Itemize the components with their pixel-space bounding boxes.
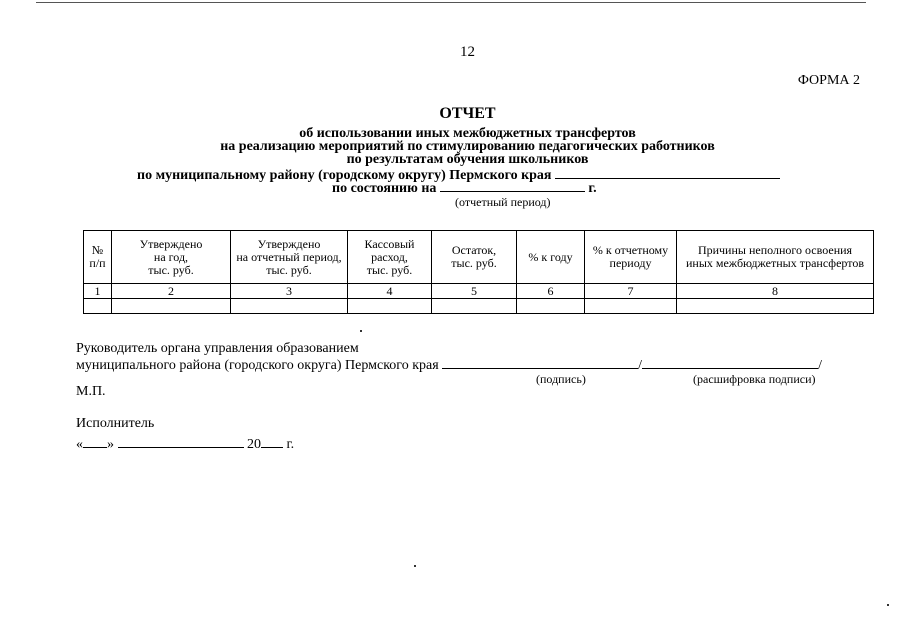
empty-cell[interactable] [112, 299, 231, 314]
date-field [76, 434, 294, 452]
form-label: ФОРМА 2 [797, 73, 860, 88]
column-number: 2 [112, 284, 231, 299]
empty-cell[interactable] [585, 299, 677, 314]
scan-speck [887, 604, 889, 606]
subtitle-line-2: на реализацию мероприятий по стимулированию педагогических работников [220, 139, 715, 154]
period-hint: (отчетный период) [455, 195, 551, 209]
empty-cell[interactable] [84, 299, 112, 314]
header-cell-5: Остаток, тыс. руб. [432, 231, 517, 284]
header-cell-1: № п/п [84, 231, 112, 284]
date-line [332, 179, 597, 196]
page-number: 12 [460, 44, 475, 60]
stamp-label: М.П. [76, 384, 106, 399]
column-number: 3 [231, 284, 348, 299]
quote-open: « [76, 437, 83, 452]
quote-close: » [107, 437, 114, 452]
signature-blank[interactable] [442, 355, 638, 369]
column-number: 5 [432, 284, 517, 299]
header-cell-3: Утверждено на отчетный период, тыс. руб. [231, 231, 348, 284]
empty-data-row [84, 299, 874, 314]
column-number: 6 [517, 284, 585, 299]
year-prefix: 20 [247, 437, 261, 452]
date-suffix: г. [588, 181, 597, 196]
sign-hint: (подпись) [536, 372, 586, 386]
empty-cell[interactable] [677, 299, 874, 314]
month-blank[interactable] [118, 434, 244, 448]
region-text: по муниципальному району (городскому округу) Пермского края [137, 168, 552, 183]
decode-hint: (расшифровка подписи) [693, 372, 816, 386]
table-header-row [84, 231, 874, 284]
signature-line-2 [76, 355, 822, 373]
signature-org-text: муниципального района (городского округа) Пермского края [76, 358, 439, 373]
column-number-row [84, 284, 874, 299]
subtitle-line-1: об использовании иных межбюджетных трансфертов [299, 126, 636, 141]
date-prefix: по состоянию на [332, 181, 437, 196]
region-blank[interactable] [555, 166, 780, 179]
header-cell-8: Причины неполного освоения иных межбюджетных трансфертов [677, 231, 874, 284]
scan-speck [360, 330, 362, 332]
subtitle-line-3: по результатам обучения школьников [346, 152, 589, 167]
date-blank[interactable] [440, 179, 585, 192]
empty-cell[interactable] [348, 299, 432, 314]
header-cell-2: Утверждено на год, тыс. руб. [112, 231, 231, 284]
column-number: 7 [585, 284, 677, 299]
day-blank[interactable] [83, 434, 107, 448]
signature-slash: / [638, 358, 643, 373]
header-cell-6: % к году [517, 231, 585, 284]
signature-decode-blank[interactable] [642, 355, 818, 369]
executor-label: Исполнитель [76, 416, 155, 431]
report-title: ОТЧЕТ [439, 105, 496, 122]
report-table [83, 230, 874, 314]
column-number: 8 [677, 284, 874, 299]
signature-line-1: Руководитель органа управления образованием [76, 341, 359, 356]
column-number: 4 [348, 284, 432, 299]
header-cell-4: Кассовый расход, тыс. руб. [348, 231, 432, 284]
empty-cell[interactable] [432, 299, 517, 314]
year-suffix: г. [286, 437, 295, 452]
year-blank[interactable] [261, 434, 283, 448]
column-number: 1 [84, 284, 112, 299]
signature-slash-end: / [818, 358, 822, 373]
empty-cell[interactable] [517, 299, 585, 314]
empty-cell[interactable] [231, 299, 348, 314]
header-cell-7: % к отчетному периоду [585, 231, 677, 284]
scan-speck [414, 565, 416, 567]
top-border-line [36, 2, 866, 3]
